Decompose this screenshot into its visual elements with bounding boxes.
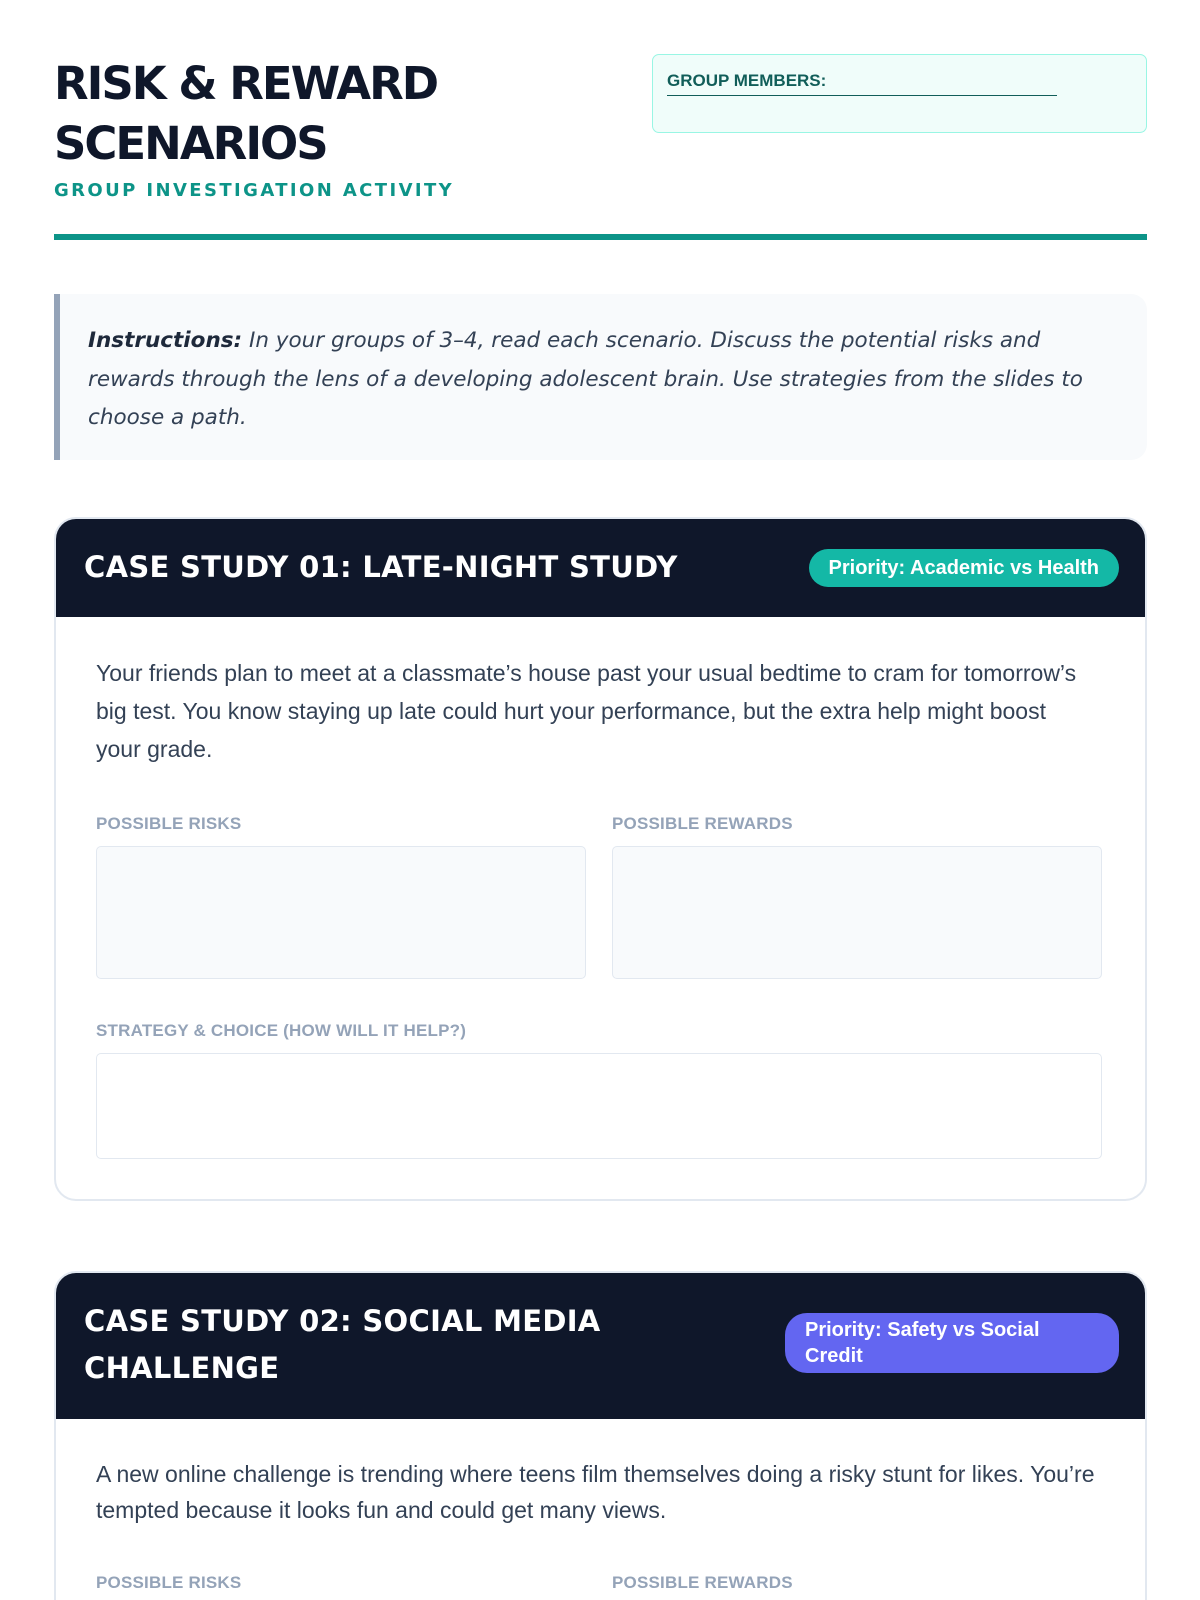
group-members-write-line[interactable] [667, 95, 1057, 96]
group-members-label: GROUP MEMBERS: [667, 71, 827, 90]
worksheet-header [54, 54, 1147, 242]
scenario-text: Your friends plan to meet at a classmate’s house past your usual bedtime to cram for tomorrow’s big test. You know staying up late could hurt your performance, but the extra help might boost your grade. [96, 660, 1077, 762]
case-study-title-line-2: CHALLENGE [84, 1351, 280, 1385]
strategy-label: STRATEGY & CHOICE (HOW WILL IT HELP?) [96, 1021, 467, 1040]
strategy-answer-box[interactable] [96, 1053, 1102, 1159]
case-study-title-line-1: CASE STUDY 02: SOCIAL MEDIA [84, 1304, 601, 1338]
risks-label: POSSIBLE RISKS [96, 1573, 242, 1592]
case-study-card-2 [54, 1271, 1147, 1600]
page-subtitle: GROUP INVESTIGATION ACTIVITY [54, 180, 455, 201]
case-study-card-1 [54, 517, 1147, 1201]
case-study-title [84, 1298, 601, 1392]
group-members-box[interactable] [652, 54, 1147, 133]
scenario-text: A new online challenge is trending where teens film themselves doing a risky stunt for likes. You’re tempted because it looks fun and could get many views. [96, 1461, 1095, 1523]
page-title [54, 54, 437, 174]
instructions-text: In your groups of 3–4, read each scenario. Discuss the potential risks and rewards through the lens of a developing adolescent brain. Use strategies from the slides to choose a path. [88, 328, 1083, 430]
header-divider [54, 234, 1147, 240]
case-study-header [56, 519, 1145, 617]
case-study-body [56, 1419, 1145, 1600]
rewards-label: POSSIBLE REWARDS [612, 1573, 793, 1592]
case-study-body [56, 617, 1145, 1201]
risks-label: POSSIBLE RISKS [96, 814, 242, 833]
rewards-answer-box[interactable] [612, 846, 1102, 979]
rewards-label: POSSIBLE REWARDS [612, 814, 793, 833]
instructions-label: Instructions: [88, 328, 243, 353]
title-line-2: SCENARIOS [54, 117, 327, 170]
risks-answer-box[interactable] [96, 846, 586, 979]
case-study-header [56, 1273, 1145, 1419]
priority-badge: Priority: Academic vs Health [809, 549, 1119, 587]
instructions-callout [54, 294, 1147, 460]
title-line-1: RISK & REWARD [54, 57, 438, 110]
case-study-title: CASE STUDY 01: LATE-NIGHT STUDY [84, 550, 678, 584]
priority-badge: Priority: Safety vs Social Credit [785, 1313, 1119, 1373]
